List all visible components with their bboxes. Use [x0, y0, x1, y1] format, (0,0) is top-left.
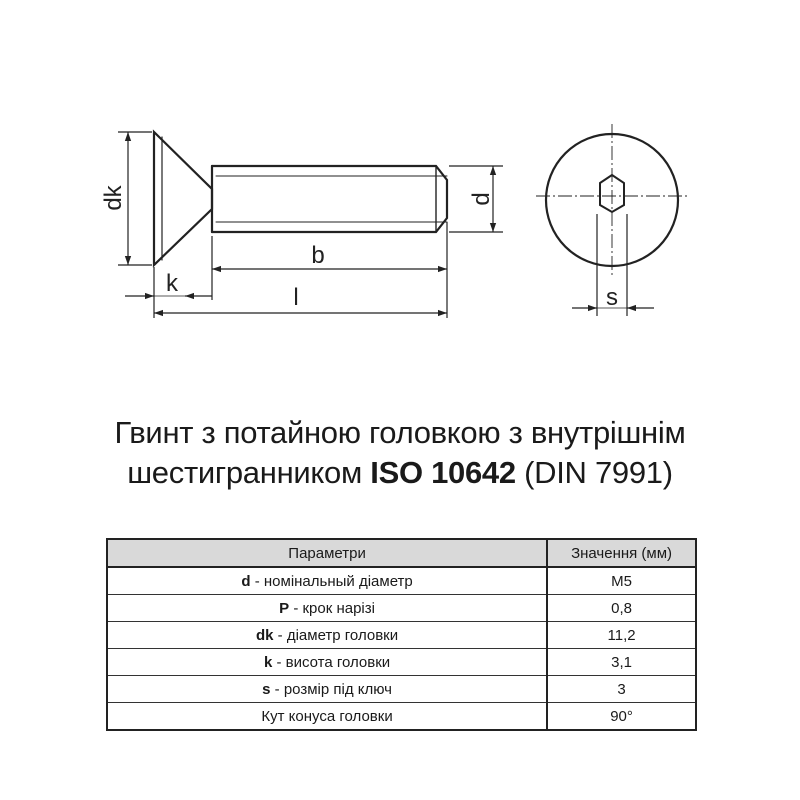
param-cell: k - висота головки: [107, 649, 547, 676]
label-k: k: [166, 270, 178, 297]
value-cell: 0,8: [547, 595, 696, 622]
label-b: b: [311, 242, 325, 269]
standard-iso: ISO 10642: [370, 455, 516, 490]
table-header-row: [107, 539, 696, 567]
table-row: [107, 595, 696, 622]
header-parameters: Параметри: [107, 539, 547, 567]
label-d: d: [468, 192, 495, 206]
param-cell: s - розмір під ключ: [107, 676, 547, 703]
screw-side-view: [154, 132, 447, 265]
table-row: [107, 676, 696, 703]
value-cell: 11,2: [547, 622, 696, 649]
value-cell: 90°: [547, 703, 696, 731]
param-cell: P - крок нарізі: [107, 595, 547, 622]
title-line-2: шестигранником ISO 10642 (DIN 7991): [127, 455, 673, 490]
param-cell: Кут конуса головки: [107, 703, 547, 731]
label-dk: dk: [100, 185, 127, 211]
label-l: l: [293, 284, 299, 311]
value-cell: 3,1: [547, 649, 696, 676]
specifications-table: [106, 538, 697, 731]
screw-head-outline: [154, 132, 212, 265]
table-row: [107, 622, 696, 649]
label-s: s: [606, 284, 618, 311]
value-cell: 3: [547, 676, 696, 703]
param-cell: d - номінальный діаметр: [107, 567, 547, 595]
header-values: Значення (мм): [547, 539, 696, 567]
param-cell: dk - діаметр головки: [107, 622, 547, 649]
product-title: [0, 413, 800, 493]
value-cell: M5: [547, 567, 696, 595]
title-line-1: Гвинт з потайною головкою з внутрішнім: [114, 415, 686, 450]
table-row: [107, 649, 696, 676]
table-row: [107, 703, 696, 731]
table-row: [107, 567, 696, 595]
